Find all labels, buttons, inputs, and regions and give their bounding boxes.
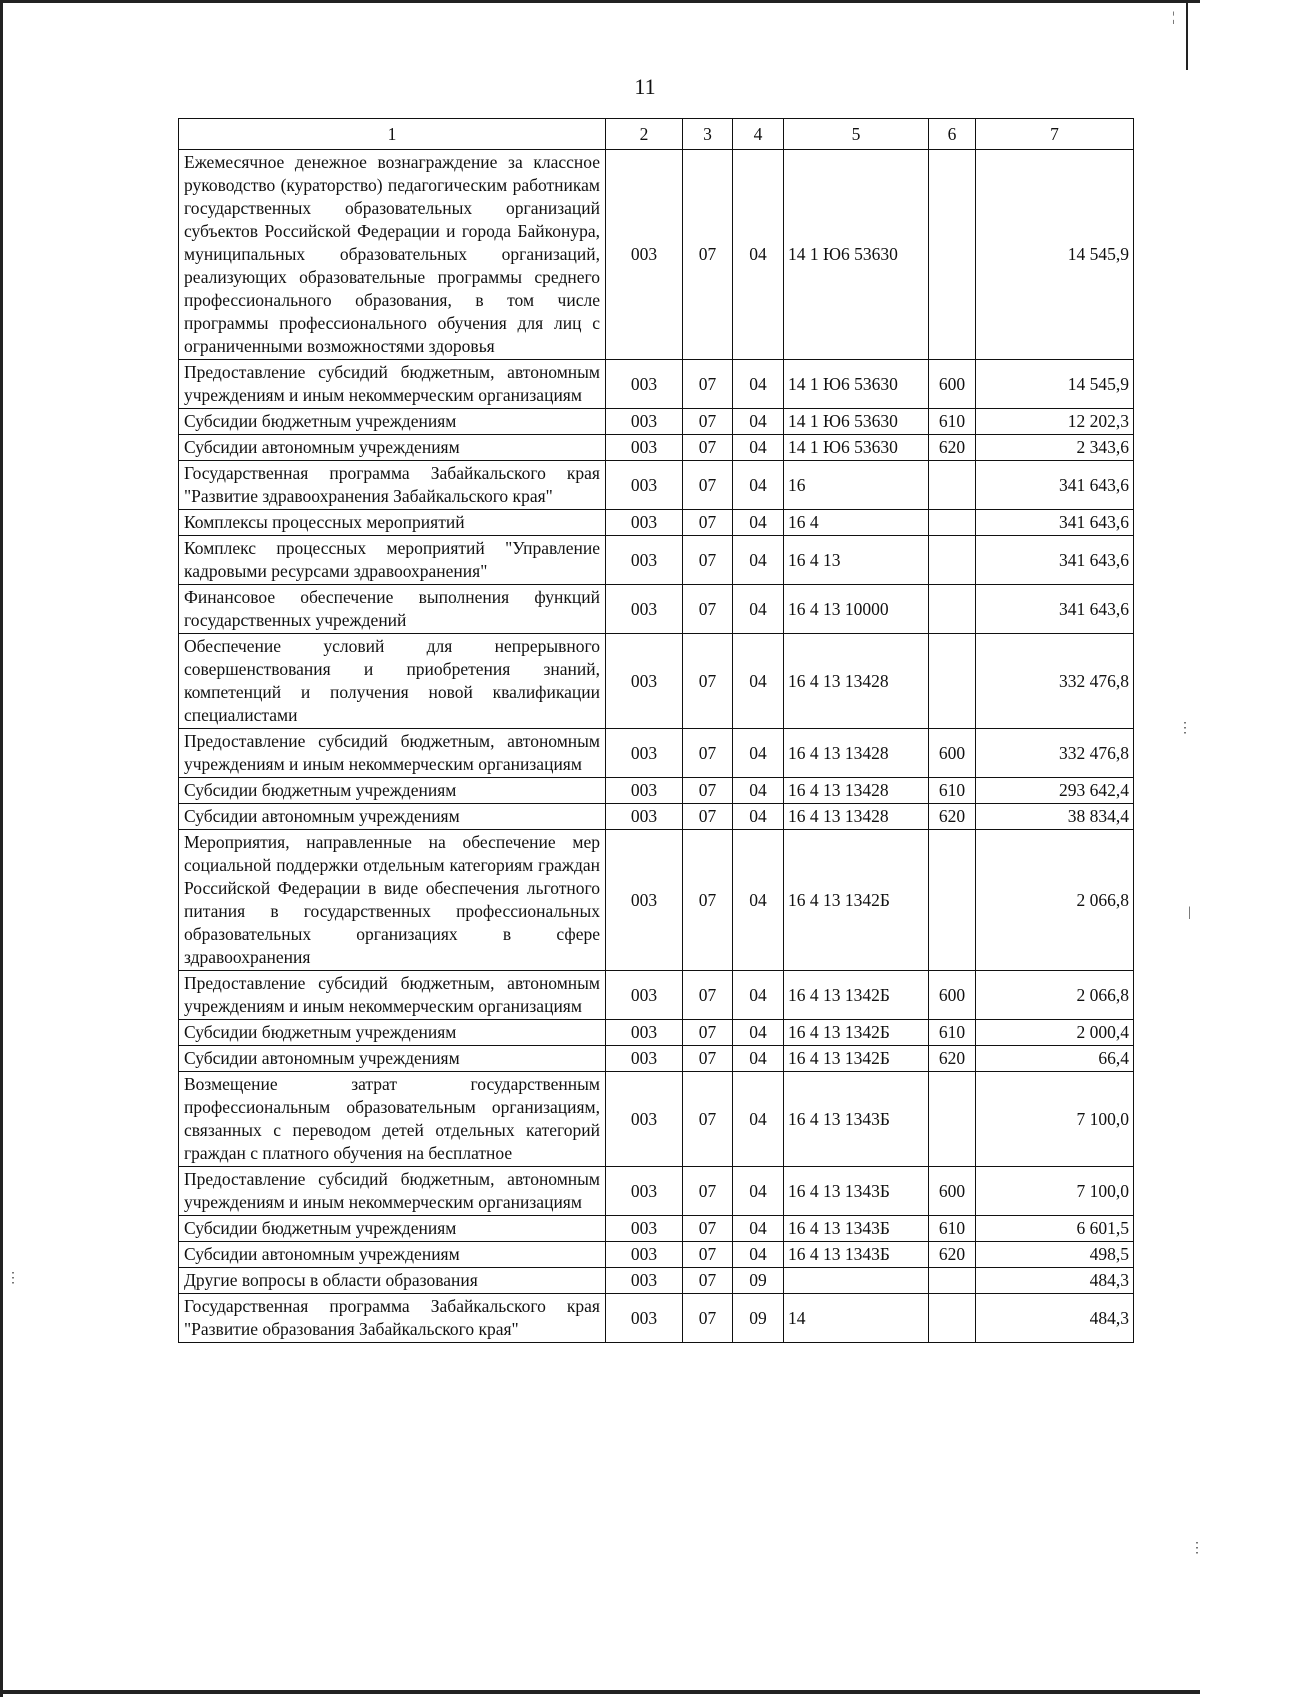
column-header: 7 <box>976 119 1134 150</box>
table-row <box>179 1242 1134 1268</box>
scan-speck: ⋮ <box>6 1271 20 1286</box>
cell-amount: 66,4 <box>976 1046 1134 1072</box>
cell-subsection: 04 <box>733 1072 784 1167</box>
cell-amount: 7 100,0 <box>976 1167 1134 1216</box>
cell-section: 07 <box>683 1072 733 1167</box>
cell-section: 07 <box>683 830 733 971</box>
cell-expense-type: 620 <box>929 435 976 461</box>
cell-expense-type: 600 <box>929 360 976 409</box>
cell-section: 07 <box>683 1216 733 1242</box>
row-name: Субсидии автономным учреждениям <box>179 804 606 830</box>
cell-amount: 12 202,3 <box>976 409 1134 435</box>
cell-expense-type <box>929 1294 976 1343</box>
cell-target-article: 16 4 13 1343Б <box>784 1242 929 1268</box>
table-header <box>179 119 1134 150</box>
table-row <box>179 778 1134 804</box>
cell-admin-code: 003 <box>606 510 683 536</box>
cell-section: 07 <box>683 729 733 778</box>
cell-admin-code: 003 <box>606 585 683 634</box>
cell-section: 07 <box>683 971 733 1020</box>
table-row <box>179 360 1134 409</box>
scan-frame-bottom <box>0 1690 1200 1694</box>
cell-expense-type: 600 <box>929 971 976 1020</box>
cell-subsection: 09 <box>733 1268 784 1294</box>
cell-expense-type <box>929 830 976 971</box>
cell-target-article: 16 4 13 1342Б <box>784 1020 929 1046</box>
cell-amount: 2 066,8 <box>976 830 1134 971</box>
cell-section: 07 <box>683 1294 733 1343</box>
cell-admin-code: 003 <box>606 830 683 971</box>
row-name: Субсидии бюджетным учреждениям <box>179 778 606 804</box>
table-row <box>179 1167 1134 1216</box>
cell-subsection: 04 <box>733 461 784 510</box>
cell-amount: 484,3 <box>976 1294 1134 1343</box>
table-row <box>179 1046 1134 1072</box>
table-row <box>179 804 1134 830</box>
column-header: 4 <box>733 119 784 150</box>
cell-target-article: 16 4 13 1343Б <box>784 1167 929 1216</box>
row-name: Другие вопросы в области образования <box>179 1268 606 1294</box>
cell-subsection: 04 <box>733 585 784 634</box>
cell-section: 07 <box>683 409 733 435</box>
cell-expense-type <box>929 1072 976 1167</box>
cell-subsection: 04 <box>733 830 784 971</box>
cell-expense-type: 620 <box>929 1242 976 1268</box>
budget-table <box>178 118 1134 1343</box>
table-row <box>179 729 1134 778</box>
cell-target-article: 14 1 Ю6 53630 <box>784 409 929 435</box>
cell-amount: 498,5 <box>976 1242 1134 1268</box>
cell-target-article: 16 <box>784 461 929 510</box>
cell-subsection: 04 <box>733 360 784 409</box>
page-number: 11 <box>634 74 656 99</box>
cell-amount: 2 066,8 <box>976 971 1134 1020</box>
column-header: 2 <box>606 119 683 150</box>
column-header: 3 <box>683 119 733 150</box>
cell-subsection: 04 <box>733 634 784 729</box>
cell-section: 07 <box>683 150 733 360</box>
cell-admin-code: 003 <box>606 729 683 778</box>
table-row <box>179 536 1134 585</box>
cell-expense-type: 620 <box>929 1046 976 1072</box>
cell-subsection: 04 <box>733 510 784 536</box>
cell-expense-type: 610 <box>929 409 976 435</box>
cell-expense-type <box>929 461 976 510</box>
cell-admin-code: 003 <box>606 1046 683 1072</box>
cell-admin-code: 003 <box>606 435 683 461</box>
cell-amount: 341 643,6 <box>976 536 1134 585</box>
cell-expense-type: 610 <box>929 1020 976 1046</box>
cell-expense-type <box>929 150 976 360</box>
cell-admin-code: 003 <box>606 1268 683 1294</box>
cell-admin-code: 003 <box>606 1020 683 1046</box>
cell-subsection: 04 <box>733 729 784 778</box>
row-name: Предоставление субсидий бюджетным, автономным учреждениям и иным некоммерческим организациям <box>179 971 606 1020</box>
row-name: Государственная программа Забайкальского края "Развитие образования Забайкальского края" <box>179 1294 606 1343</box>
cell-amount: 2 343,6 <box>976 435 1134 461</box>
cell-subsection: 04 <box>733 536 784 585</box>
cell-section: 07 <box>683 461 733 510</box>
cell-section: 07 <box>683 1268 733 1294</box>
cell-expense-type: 600 <box>929 1167 976 1216</box>
cell-expense-type: 610 <box>929 1216 976 1242</box>
cell-admin-code: 003 <box>606 1242 683 1268</box>
scan-speck: ¦ <box>1172 10 1175 25</box>
cell-expense-type: 600 <box>929 729 976 778</box>
cell-admin-code: 003 <box>606 971 683 1020</box>
header-row <box>179 119 1134 150</box>
cell-amount: 293 642,4 <box>976 778 1134 804</box>
cell-subsection: 09 <box>733 1294 784 1343</box>
row-name: Предоставление субсидий бюджетным, автономным учреждениям и иным некоммерческим организациям <box>179 360 606 409</box>
row-name: Комплекс процессных мероприятий "Управление кадровыми ресурсами здравоохранения" <box>179 536 606 585</box>
row-name: Субсидии автономным учреждениям <box>179 1046 606 1072</box>
cell-target-article: 14 1 Ю6 53630 <box>784 435 929 461</box>
cell-section: 07 <box>683 1046 733 1072</box>
cell-subsection: 04 <box>733 778 784 804</box>
table-row <box>179 971 1134 1020</box>
scan-speck: ⋮ <box>1190 1541 1204 1556</box>
table-row <box>179 1072 1134 1167</box>
scan-speck: ⋮ <box>1178 721 1192 736</box>
cell-expense-type: 620 <box>929 804 976 830</box>
cell-subsection: 04 <box>733 971 784 1020</box>
table-row <box>179 830 1134 971</box>
cell-expense-type: 610 <box>929 778 976 804</box>
cell-subsection: 04 <box>733 435 784 461</box>
scan-speck: | <box>1188 905 1191 920</box>
cell-admin-code: 003 <box>606 150 683 360</box>
cell-admin-code: 003 <box>606 409 683 435</box>
table-row <box>179 461 1134 510</box>
cell-target-article: 16 4 13 10000 <box>784 585 929 634</box>
cell-target-article: 16 4 13 13428 <box>784 778 929 804</box>
row-name: Предоставление субсидий бюджетным, автономным учреждениям и иным некоммерческим организациям <box>179 729 606 778</box>
cell-subsection: 04 <box>733 804 784 830</box>
cell-section: 07 <box>683 778 733 804</box>
cell-admin-code: 003 <box>606 1167 683 1216</box>
row-name: Государственная программа Забайкальского края "Развитие здравоохранения Забайкальского края" <box>179 461 606 510</box>
row-name: Субсидии автономным учреждениям <box>179 1242 606 1268</box>
row-name: Субсидии бюджетным учреждениям <box>179 409 606 435</box>
table-row <box>179 510 1134 536</box>
cell-expense-type <box>929 510 976 536</box>
table-body <box>179 150 1134 1343</box>
cell-subsection: 04 <box>733 1167 784 1216</box>
table-row <box>179 1268 1134 1294</box>
cell-amount: 7 100,0 <box>976 1072 1134 1167</box>
cell-section: 07 <box>683 435 733 461</box>
table-row <box>179 634 1134 729</box>
cell-amount: 341 643,6 <box>976 585 1134 634</box>
cell-subsection: 04 <box>733 1242 784 1268</box>
cell-target-article: 14 1 Ю6 53630 <box>784 150 929 360</box>
row-name: Ежемесячное денежное вознаграждение за классное руководство (кураторство) педагогическим работникам государственных образовательных организаций субъектов Российской Федерации и города Байконура, муниципальных образовательных организаций, реализующих образовательные программы среднего профессионального образования, в том числе программы профессионального обучения для лиц с ограниченными возможностями здоровья <box>179 150 606 360</box>
table-row <box>179 1020 1134 1046</box>
cell-amount: 341 643,6 <box>976 510 1134 536</box>
cell-amount: 6 601,5 <box>976 1216 1134 1242</box>
cell-expense-type <box>929 1268 976 1294</box>
cell-section: 07 <box>683 510 733 536</box>
cell-target-article: 14 1 Ю6 53630 <box>784 360 929 409</box>
cell-admin-code: 003 <box>606 1216 683 1242</box>
table-row <box>179 585 1134 634</box>
cell-admin-code: 003 <box>606 360 683 409</box>
table-row <box>179 1216 1134 1242</box>
cell-amount: 2 000,4 <box>976 1020 1134 1046</box>
cell-amount: 14 545,9 <box>976 150 1134 360</box>
cell-admin-code: 003 <box>606 1072 683 1167</box>
cell-subsection: 04 <box>733 1046 784 1072</box>
column-header: 1 <box>179 119 606 150</box>
scan-frame-left <box>0 0 3 1697</box>
cell-section: 07 <box>683 1020 733 1046</box>
table-row <box>179 150 1134 360</box>
cell-amount: 484,3 <box>976 1268 1134 1294</box>
column-header: 6 <box>929 119 976 150</box>
cell-target-article: 16 4 13 1342Б <box>784 830 929 971</box>
row-name: Финансовое обеспечение выполнения функций государственных учреждений <box>179 585 606 634</box>
cell-target-article: 16 4 13 1342Б <box>784 1046 929 1072</box>
cell-amount: 38 834,4 <box>976 804 1134 830</box>
row-name: Обеспечение условий для непрерывного совершенствования и приобретения знаний, компетенций и получения новой квалификации специалистами <box>179 634 606 729</box>
cell-amount: 14 545,9 <box>976 360 1134 409</box>
row-name: Субсидии автономным учреждениям <box>179 435 606 461</box>
column-header: 5 <box>784 119 929 150</box>
scan-frame-top <box>0 0 1200 3</box>
cell-target-article <box>784 1268 929 1294</box>
cell-admin-code: 003 <box>606 1294 683 1343</box>
cell-amount: 341 643,6 <box>976 461 1134 510</box>
cell-section: 07 <box>683 1167 733 1216</box>
cell-target-article: 16 4 <box>784 510 929 536</box>
row-name: Субсидии бюджетным учреждениям <box>179 1216 606 1242</box>
cell-admin-code: 003 <box>606 461 683 510</box>
row-name: Возмещение затрат государственным профессиональным образовательным организациям, связанных с переводом детей отдельных категорий граждан с платного обучения на бесплатное <box>179 1072 606 1167</box>
cell-target-article: 16 4 13 <box>784 536 929 585</box>
row-name: Мероприятия, направленные на обеспечение мер социальной поддержки отдельным категориям граждан Российской Федерации в виде обеспечения льготного питания в государственных профессиональных образовательных организациях в сфере здравоохранения <box>179 830 606 971</box>
cell-expense-type <box>929 634 976 729</box>
cell-target-article: 16 4 13 1342Б <box>784 971 929 1020</box>
table-row <box>179 409 1134 435</box>
cell-admin-code: 003 <box>606 804 683 830</box>
cell-target-article: 16 4 13 1343Б <box>784 1072 929 1167</box>
cell-target-article: 14 <box>784 1294 929 1343</box>
cell-amount: 332 476,8 <box>976 634 1134 729</box>
cell-section: 07 <box>683 536 733 585</box>
row-name: Комплексы процессных мероприятий <box>179 510 606 536</box>
cell-target-article: 16 4 13 13428 <box>784 634 929 729</box>
cell-subsection: 04 <box>733 150 784 360</box>
table-row <box>179 1294 1134 1343</box>
cell-amount: 332 476,8 <box>976 729 1134 778</box>
row-name: Предоставление субсидий бюджетным, автономным учреждениям и иным некоммерческим организациям <box>179 1167 606 1216</box>
cell-subsection: 04 <box>733 1020 784 1046</box>
cell-expense-type <box>929 536 976 585</box>
cell-section: 07 <box>683 360 733 409</box>
cell-section: 07 <box>683 1242 733 1268</box>
cell-subsection: 04 <box>733 1216 784 1242</box>
cell-subsection: 04 <box>733 409 784 435</box>
cell-admin-code: 003 <box>606 536 683 585</box>
scan-frame-right <box>1186 0 1188 70</box>
cell-target-article: 16 4 13 13428 <box>784 804 929 830</box>
cell-section: 07 <box>683 585 733 634</box>
cell-target-article: 16 4 13 1343Б <box>784 1216 929 1242</box>
table-row <box>179 435 1134 461</box>
cell-expense-type <box>929 585 976 634</box>
cell-section: 07 <box>683 634 733 729</box>
row-name: Субсидии бюджетным учреждениям <box>179 1020 606 1046</box>
cell-target-article: 16 4 13 13428 <box>784 729 929 778</box>
cell-admin-code: 003 <box>606 634 683 729</box>
cell-section: 07 <box>683 804 733 830</box>
cell-admin-code: 003 <box>606 778 683 804</box>
